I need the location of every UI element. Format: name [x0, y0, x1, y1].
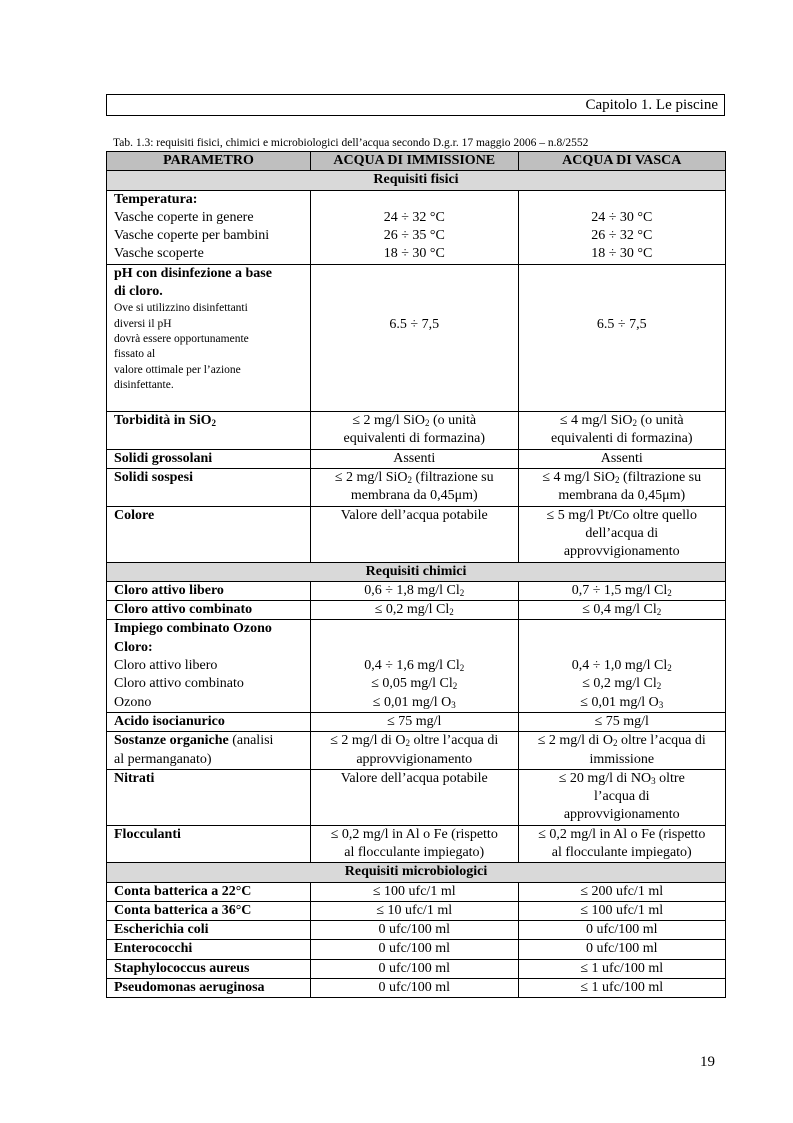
section-microbiologici: Requisiti microbiologici [107, 863, 726, 882]
vasca-cell [518, 469, 726, 507]
param-sub: Vasche scoperte [114, 246, 204, 262]
param-sub: Cloro attivo combinato [114, 676, 244, 692]
param-label: Flocculanti [107, 825, 311, 863]
param-label: Solidi sospesi [107, 469, 311, 507]
vasca-cell [518, 264, 726, 411]
param-label: Solidi grossolani [107, 449, 311, 468]
param-cell [107, 190, 311, 264]
vasca-cell [518, 769, 726, 825]
table-row [107, 979, 726, 998]
param-sub: Ozono [114, 694, 152, 710]
value: l’acqua di [593, 789, 650, 805]
section-chimici: Requisiti chimici [107, 562, 726, 581]
immissione-cell [311, 620, 519, 712]
value: ≤ 4 mg/l SiO$_2$ (o unità [559, 413, 684, 429]
table-row [107, 469, 726, 507]
param-cell [107, 620, 311, 712]
vasca-cell [518, 825, 726, 863]
vasca-cell: 0,7 ÷ 1,5 mg/l $Cl_2$ [518, 581, 726, 600]
table-row [107, 601, 726, 620]
section-row [107, 562, 726, 581]
immissione-cell: 0,6 ÷ 1,8 mg/l $Cl_2$ [311, 581, 519, 600]
value: membrana da 0,45μm) [350, 488, 478, 504]
table-row [107, 506, 726, 562]
table-row [107, 921, 726, 940]
value: 18 ÷ 30 °C [591, 246, 653, 262]
vasca-cell: ≤ 100 ufc/1 ml [518, 901, 726, 920]
section-row [107, 863, 726, 882]
param-cell [107, 412, 311, 450]
param-note: fissato al [114, 348, 156, 361]
value: 26 ÷ 35 °C [383, 228, 445, 244]
param-label: Cloro attivo combinato [107, 601, 311, 620]
value: equivalenti di formazina) [343, 431, 485, 447]
value: 6.5 ÷ 7,5 [596, 316, 647, 332]
value: ≤ 0,01 mg/l $O_3$ [580, 694, 664, 710]
vasca-cell: ≤ 0,4 mg/l $Cl_2$ [518, 601, 726, 620]
immissione-cell [311, 469, 519, 507]
col-header-parametro: PARAMETRO [107, 152, 311, 171]
value: ≤ 2 mg/l SiO$_2$ (o unità [352, 413, 477, 429]
section-row [107, 171, 726, 190]
value: al flocculante impiegato) [551, 844, 692, 860]
param-label: pH con disinfezione a base [114, 265, 272, 281]
immissione-cell: ≤ 10 ufc/1 ml [311, 901, 519, 920]
table-row [107, 940, 726, 959]
section-fisici: Requisiti fisici [107, 171, 726, 190]
vasca-cell: ≤ 200 ufc/1 ml [518, 882, 726, 901]
table-row [107, 712, 726, 731]
immissione-cell: Valore dell’acqua potabile [311, 506, 519, 562]
vasca-cell: ≤ 75 mg/l [518, 712, 726, 731]
immissione-cell: ≤ 100 ufc/1 ml [311, 882, 519, 901]
vasca-cell [518, 732, 726, 770]
immissione-cell: 0 ufc/100 ml [311, 940, 519, 959]
param-cell [107, 264, 311, 411]
value: approvvigionamento [563, 807, 680, 823]
param-sub: al permanganato) [114, 751, 212, 767]
immissione-cell: Valore dell’acqua potabile [311, 769, 519, 825]
value: membrana da 0,45μm) [558, 488, 686, 504]
param-note: diversi il pH [114, 317, 172, 330]
value: ≤ 0,2 mg/l in Al o Fe (rispetto [538, 826, 706, 842]
immissione-cell [311, 190, 519, 264]
requirements-table [106, 151, 726, 998]
param-sub: Cloro attivo libero [114, 658, 218, 674]
table-row [107, 882, 726, 901]
value: ≤ 2 mg/l di $O_2$ oltre l’acqua di [330, 733, 499, 749]
param-label: Escherichia coli [107, 921, 311, 940]
table-header-row [107, 152, 726, 171]
value: approvvigionamento [356, 751, 473, 767]
value: equivalenti di formazina) [551, 431, 693, 447]
page-header [106, 94, 725, 116]
vasca-cell: 0 ufc/100 ml [518, 940, 726, 959]
immissione-cell [311, 264, 519, 411]
value: ≤ 5 mg/l Pt/Co oltre quello [546, 507, 697, 523]
value: 6.5 ÷ 7,5 [389, 316, 440, 332]
value: ≤ 4 mg/l SiO$_2$ (filtrazione su [542, 470, 702, 486]
param-label: Staphylococcus aureus [107, 959, 311, 978]
immissione-cell [311, 412, 519, 450]
table-row [107, 581, 726, 600]
param-sub: Vasche coperte per bambini [114, 228, 270, 244]
param-label: Cloro attivo libero [107, 581, 311, 600]
param-label: Nitrati [107, 769, 311, 825]
value: immissione [589, 751, 655, 767]
param-label: Impiego combinato Ozono [114, 621, 272, 637]
immissione-cell [311, 732, 519, 770]
param-label: Sostanze organiche (analisi [114, 733, 274, 749]
param-sub: Vasche coperte in genere [114, 209, 254, 225]
value: ≤ 0,01 mg/l $O_3$ [372, 694, 456, 710]
param-label: Temperatura: [114, 191, 198, 207]
table-row [107, 959, 726, 978]
param-label: Conta batterica a 22°C [107, 882, 311, 901]
value: ≤ 0,05 mg/l $Cl_2$ [371, 676, 458, 692]
param-label: Cloro: [114, 639, 153, 655]
page-number: 19 [700, 1054, 715, 1070]
vasca-cell: Assenti [518, 449, 726, 468]
immissione-cell: 0 ufc/100 ml [311, 959, 519, 978]
value: al flocculante impiegato) [344, 844, 485, 860]
value: 0,4 ÷ 1,6 mg/l $Cl_2$ [364, 658, 465, 674]
value: ≤ 0,2 mg/l $Cl_2$ [582, 676, 662, 692]
table-row [107, 825, 726, 863]
col-header-immissione: ACQUA DI IMMISSIONE [311, 152, 519, 171]
value: ≤ 20 mg/l di $NO_3$ oltre [558, 770, 685, 786]
table-row [107, 901, 726, 920]
value: approvvigionamento [563, 544, 680, 560]
immissione-cell: Assenti [311, 449, 519, 468]
param-note: valore ottimale per l’azione [114, 363, 241, 376]
value: 18 ÷ 30 °C [383, 246, 445, 262]
table-row [107, 769, 726, 825]
value: 24 ÷ 32 °C [383, 209, 445, 225]
vasca-cell [518, 190, 726, 264]
param-label: Conta batterica a 36°C [107, 901, 311, 920]
vasca-cell: ≤ 1 ufc/100 ml [518, 979, 726, 998]
table-row [107, 732, 726, 770]
immissione-cell [311, 825, 519, 863]
table-row [107, 190, 726, 264]
chapter-title: Capitolo 1. Le piscine [585, 97, 718, 113]
vasca-cell [518, 620, 726, 712]
vasca-cell: ≤ 1 ufc/100 ml [518, 959, 726, 978]
table-row [107, 449, 726, 468]
immissione-cell: 0 ufc/100 ml [311, 979, 519, 998]
param-label: Enterococchi [107, 940, 311, 959]
vasca-cell: 0 ufc/100 ml [518, 921, 726, 940]
value: 26 ÷ 32 °C [591, 228, 653, 244]
value: dell’acqua di [585, 525, 659, 541]
immissione-cell: ≤ 75 mg/l [311, 712, 519, 731]
value: ≤ 2 mg/l SiO$_2$ (filtrazione su [334, 470, 494, 486]
param-note: dovrà essere opportunamente [114, 332, 249, 345]
param-cell [107, 732, 311, 770]
vasca-cell [518, 412, 726, 450]
value: ≤ 2 mg/l di $O_2$ oltre l’acqua di [537, 733, 706, 749]
table-row [107, 412, 726, 450]
value: 0,4 ÷ 1,0 mg/l $Cl_2$ [571, 658, 672, 674]
immissione-cell: ≤ 0,2 mg/l $Cl_2$ [311, 601, 519, 620]
vasca-cell [518, 506, 726, 562]
param-label: Pseudomonas aeruginosa [107, 979, 311, 998]
param-label: Acido isocianurico [107, 712, 311, 731]
immissione-cell: 0 ufc/100 ml [311, 921, 519, 940]
value: ≤ 0,2 mg/l in Al o Fe (rispetto [330, 826, 498, 842]
param-note: disinfettante. [114, 378, 174, 391]
param-label: di cloro. [114, 284, 163, 300]
table-row [107, 620, 726, 712]
param-note: Ove si utilizzino disinfettanti [114, 302, 248, 315]
table-row [107, 264, 726, 411]
param-label: Colore [107, 506, 311, 562]
value: 24 ÷ 30 °C [591, 209, 653, 225]
table-caption: Tab. 1.3: requisiti fisici, chimici e microbiologici dell’acqua secondo D.g.r. 17 maggio 2006 – n.8/2552 [113, 137, 589, 149]
param-label: Torbidità in SiO$_2$ [114, 413, 217, 429]
col-header-vasca: ACQUA DI VASCA [518, 152, 726, 171]
